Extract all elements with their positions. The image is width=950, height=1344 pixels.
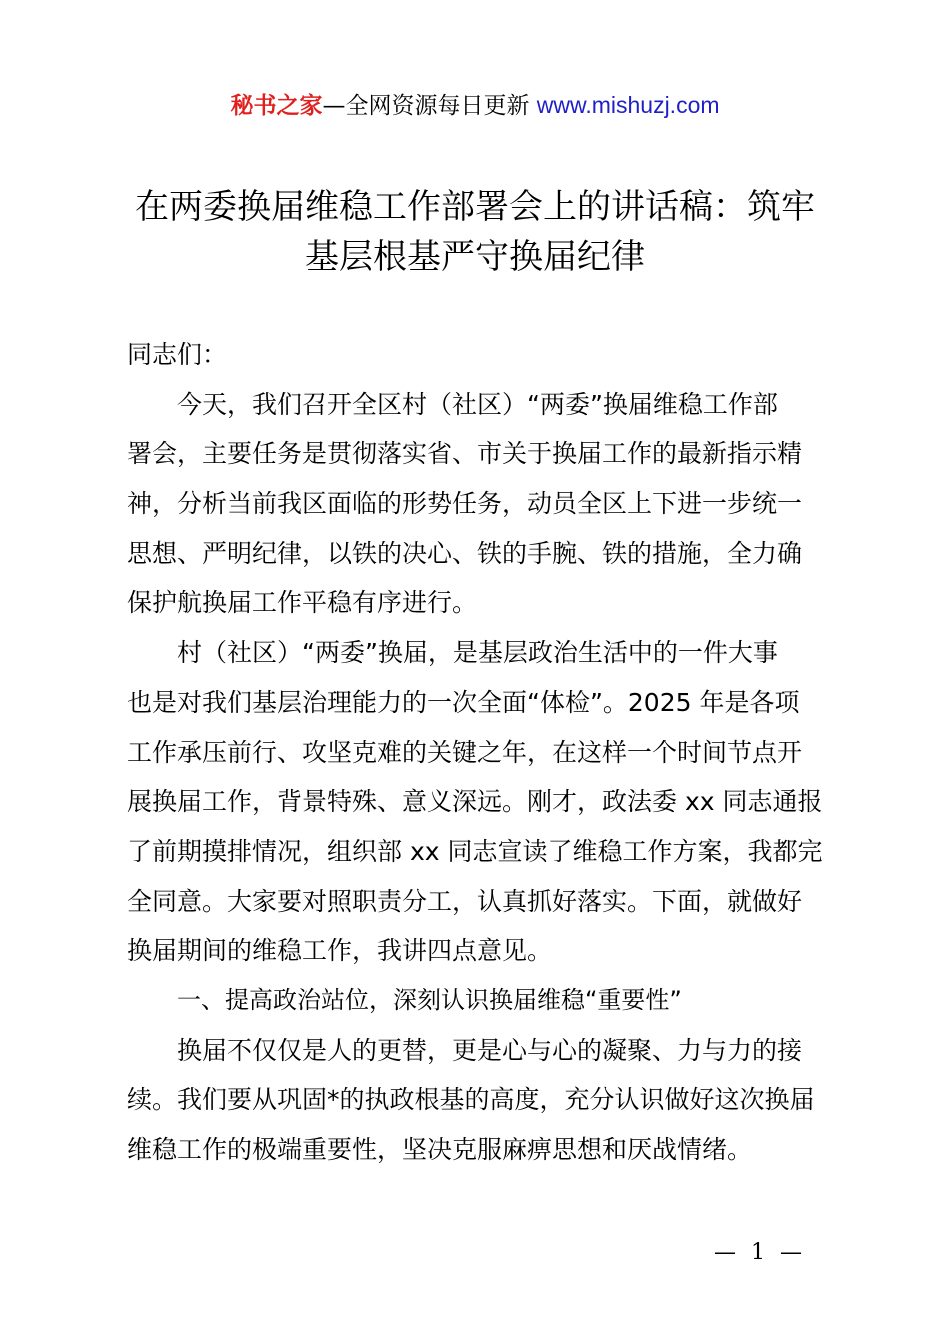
paragraph-line: 村（社区）“两委”换届，是基层政治生活中的一件大事 bbox=[177, 638, 778, 668]
document-body bbox=[127, 330, 832, 1175]
paragraph-1 bbox=[127, 380, 832, 628]
title-line: 在两委换届维稳工作部署会上的讲话稿：筑牢 bbox=[135, 187, 815, 227]
paragraph-line: 了前期摸排情况，组织部 xx 同志宣读了维稳工作方案，我都完 bbox=[127, 836, 823, 866]
paragraph-line: 换届不仅仅是人的更替，更是心与心的凝聚、力与力的接 bbox=[177, 1035, 803, 1065]
paragraph-line: 也是对我们基层治理能力的一次全面“体检”。2025 年是各项 bbox=[127, 687, 800, 717]
paragraph-line: 思想、严明纪律，以铁的决心、铁的手腕、铁的措施，全力确 bbox=[127, 538, 803, 568]
document-title bbox=[110, 182, 840, 282]
section-heading-line: 一、提高政治站位，深刻认识换届维稳“重要性” bbox=[177, 985, 682, 1014]
site-url-link[interactable]: www.mishuzj.com bbox=[536, 92, 720, 118]
paragraph-3 bbox=[127, 1026, 832, 1175]
paragraph-line: 展换届工作，背景特殊、意义深远。刚才，政法委 xx 同志通报 bbox=[127, 787, 823, 817]
paragraph-line: 保护航换届工作平稳有序进行。 bbox=[127, 588, 478, 618]
salutation-line: 同志们： bbox=[127, 340, 228, 369]
brand-name: 秘书之家 bbox=[230, 93, 323, 119]
paragraph-2 bbox=[127, 628, 832, 976]
page-number: — 1 — bbox=[714, 1240, 806, 1265]
paragraph-line: 今天，我们召开全区村（社区）“两委”换届维稳工作部 bbox=[177, 389, 778, 419]
paragraph-line: 工作承压前行、攻坚克难的关键之年，在这样一个时间节点开 bbox=[127, 737, 803, 767]
paragraph-line: 换届期间的维稳工作，我讲四点意见。 bbox=[127, 936, 553, 966]
site-tagline: —全网资源每日更新 bbox=[322, 93, 537, 119]
section-heading-1 bbox=[127, 976, 832, 1026]
paragraph-line: 署会，主要任务是贯彻落实省、市关于换届工作的最新指示精 bbox=[127, 439, 803, 469]
paragraph-line: 神，分析当前我区面临的形势任务，动员全区上下进一步统一 bbox=[127, 489, 803, 519]
paragraph-line: 续。我们要从巩固*的执政根基的高度，充分认识做好这次换届 bbox=[127, 1085, 815, 1115]
title-line: 基层根基严守换届纪律 bbox=[305, 237, 645, 277]
salutation bbox=[127, 330, 832, 380]
paragraph-line: 全同意。大家要对照职责分工，认真抓好落实。下面，就做好 bbox=[127, 886, 803, 916]
paragraph-line: 维稳工作的极端重要性，坚决克服麻痹思想和厌战情绪。 bbox=[127, 1135, 753, 1164]
site-header bbox=[0, 88, 950, 123]
